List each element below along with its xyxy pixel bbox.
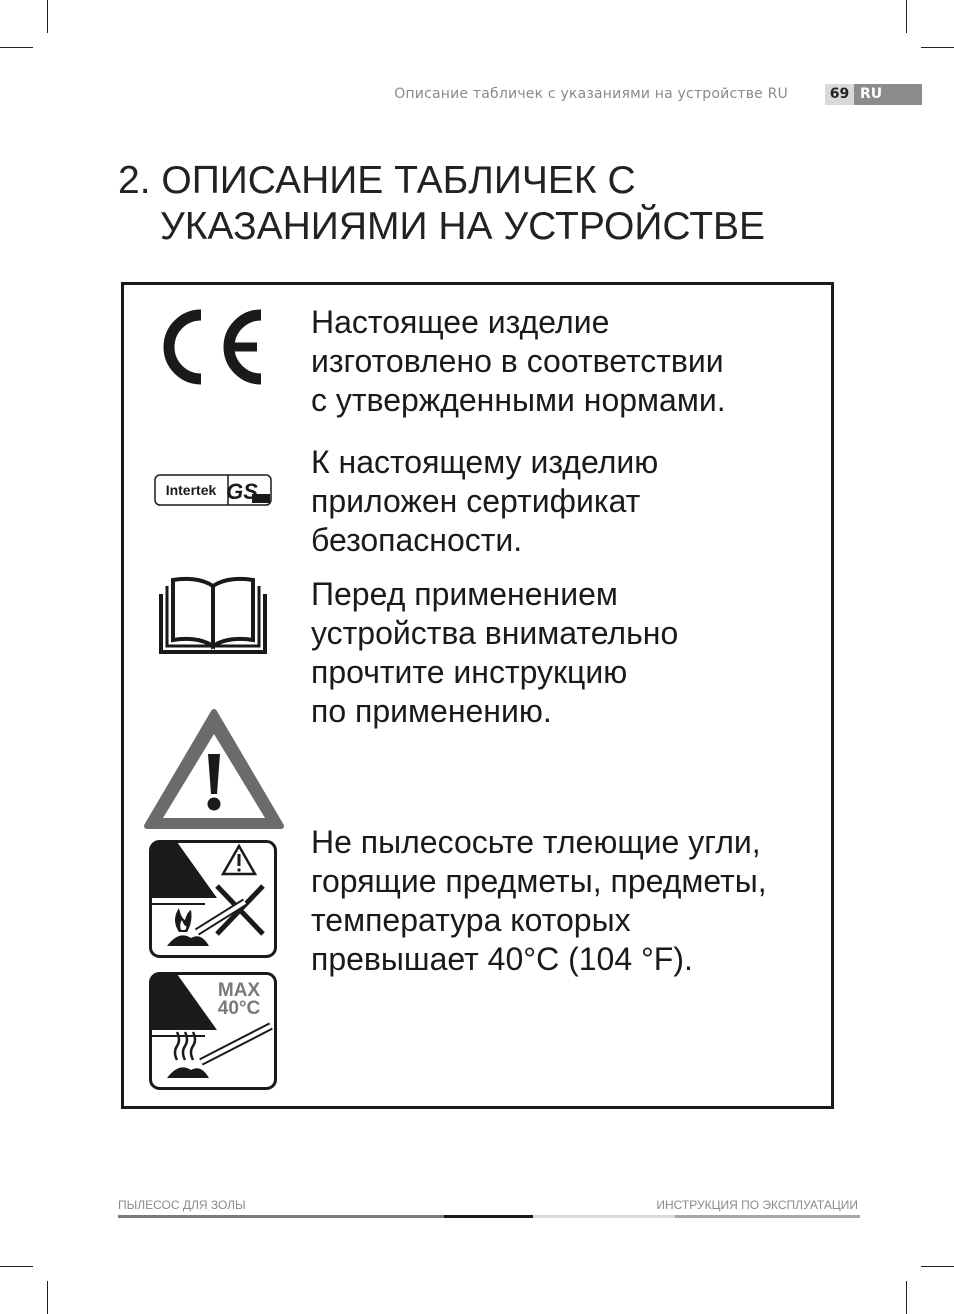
footer-rule xyxy=(118,1215,444,1218)
language-badge: RU xyxy=(854,84,922,105)
crop-mark xyxy=(0,47,33,48)
title-line-1: 2. ОПИСАНИЕ ТАБЛИЧЕК С xyxy=(118,159,636,202)
intertek-label: Intertek xyxy=(165,482,217,498)
crop-mark xyxy=(47,1281,48,1314)
crop-mark xyxy=(0,1266,33,1267)
page-title xyxy=(118,158,765,250)
footer-document-type: ИНСТРУКЦИЯ ПО ЭКСПЛУАТАЦИИ xyxy=(656,1198,858,1212)
crop-mark xyxy=(47,0,48,33)
open-book-icon xyxy=(157,574,269,654)
ce-mark-icon xyxy=(153,306,265,388)
footer-rule xyxy=(444,1215,533,1218)
crop-mark xyxy=(906,0,907,33)
warning-triangle-icon xyxy=(143,708,285,830)
crop-mark xyxy=(921,1266,954,1267)
gs-description: К настоящему изделию приложен сертификат безопасности. xyxy=(311,444,659,558)
ce-description: Настоящее изделие изготовлено в соответствии с утвержденными нормами. xyxy=(311,304,726,418)
running-header: Описание табличек с указаниями на устройстве RU xyxy=(394,86,788,102)
svg-text:40°C: 40°C xyxy=(217,998,261,1019)
footer-rule xyxy=(675,1215,860,1218)
no-hot-embers-icon xyxy=(149,840,277,958)
page-number: 69 xyxy=(825,84,854,105)
footer-product-name: ПЫЛЕСОС ДЛЯ ЗОЛЫ xyxy=(118,1198,246,1212)
crop-mark xyxy=(906,1281,907,1314)
intertek-gs-icon xyxy=(154,474,272,506)
crop-mark xyxy=(921,47,954,48)
hot-embers-warning: Не пылесосьте тлеющие угли, горящие предметы, предметы, температура которых превышает 40°C (104 °F). xyxy=(311,824,767,977)
footer-rule xyxy=(533,1215,675,1218)
gs-label: GS xyxy=(226,479,258,504)
svg-text:MAX: MAX xyxy=(217,980,261,1001)
title-line-2: УКАЗАНИЯМИ НА УСТРОЙСТВЕ xyxy=(160,205,766,248)
manual-description: Перед применением устройства внимательно прочтите инструкцию по применению. xyxy=(311,576,679,729)
max-40c-icon xyxy=(149,972,277,1090)
